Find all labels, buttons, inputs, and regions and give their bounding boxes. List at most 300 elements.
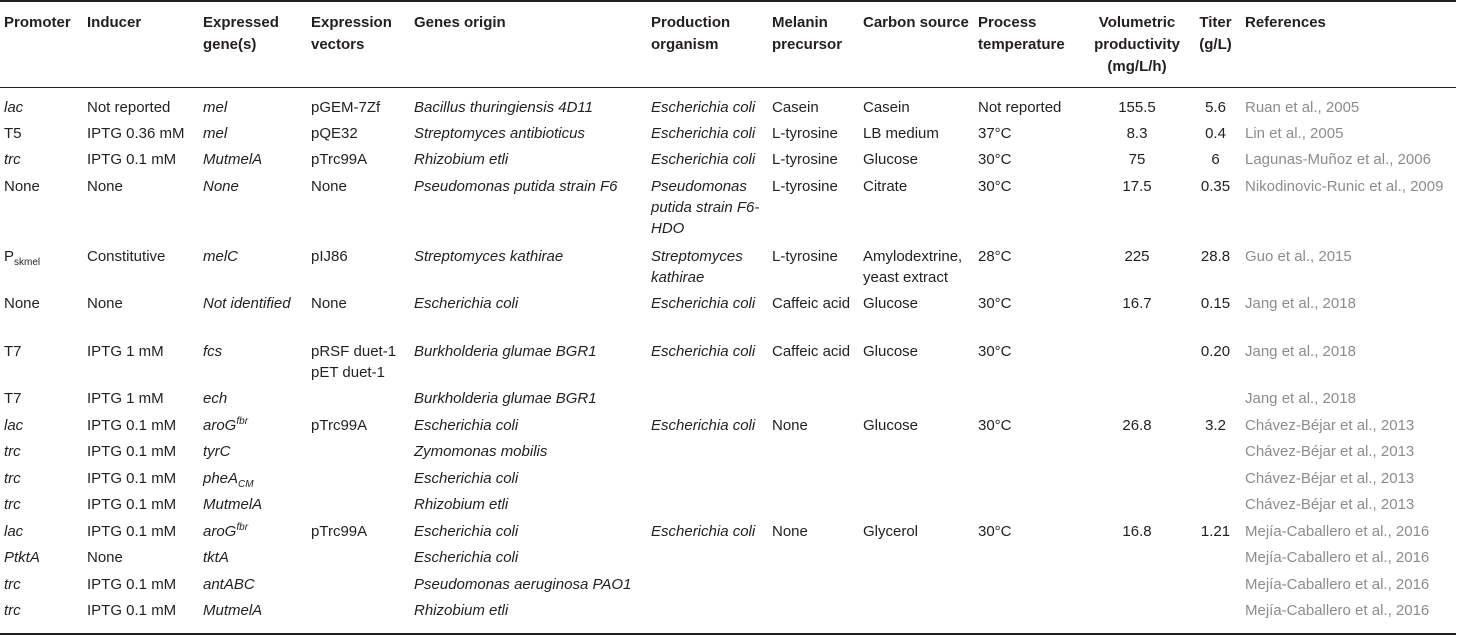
cell-production-organism (647, 547, 768, 574)
cell-genes-origin (410, 574, 647, 601)
cell-reference (1241, 87, 1456, 123)
cell-genes-origin (410, 415, 647, 442)
cell-expression-vector-text: None (311, 177, 347, 195)
cell-genes-origin (410, 521, 647, 548)
cell-melanin-precursor (768, 87, 859, 123)
cell-titer (1190, 293, 1241, 341)
cell-production-organism (647, 521, 768, 548)
cell-production-organism-text: Escherichia coli (651, 124, 756, 142)
cell-inducer-text: None (87, 295, 123, 312)
cell-titer (1190, 149, 1241, 176)
cell-production-organism-text: Streptomyces kathirae (651, 247, 743, 286)
cell-process-temperature-text: 28°C (978, 247, 1012, 265)
header-references: References (1241, 1, 1456, 87)
cell-promoter (0, 341, 83, 389)
cell-expressed-gene-text: mel (203, 124, 228, 142)
cell-inducer-text: IPTG 0.1 mM (87, 416, 177, 434)
header-volumetric-productivity: Volumetric productivity (mg/L/h) (1084, 1, 1190, 87)
cell-expressed-gene (199, 494, 307, 521)
cell-reference (1241, 415, 1456, 442)
cell-inducer-text: Not reported (87, 98, 171, 116)
table-header-row (0, 1, 1456, 87)
cell-expressed-gene-text: tktA (203, 549, 229, 566)
header-production-organism: Production organism (647, 1, 768, 87)
cell-reference (1241, 494, 1456, 521)
cell-reference (1241, 123, 1456, 150)
cell-volumetric-productivity-text: 8.3 (1126, 124, 1148, 142)
cell-carbon-source (859, 149, 974, 176)
cell-process-temperature (974, 246, 1084, 294)
cell-inducer (83, 415, 199, 442)
cell-process-temperature-text: 30°C (978, 522, 1012, 540)
cell-genes-origin-text: Escherichia coli (414, 295, 519, 312)
cell-genes-origin (410, 176, 647, 246)
cell-volumetric-productivity (1084, 149, 1190, 176)
cell-promoter (0, 600, 83, 634)
cell-production-organism (647, 123, 768, 150)
cell-reference-text: Jang et al., 2018 (1245, 390, 1356, 407)
cell-volumetric-productivity (1084, 388, 1190, 415)
cell-volumetric-productivity (1084, 521, 1190, 548)
cell-expressed-gene (199, 87, 307, 123)
cell-volumetric-productivity (1084, 293, 1190, 341)
cell-expressed-gene-text: MutmelA (203, 496, 263, 513)
cell-production-organism (647, 293, 768, 341)
cell-reference (1241, 388, 1456, 415)
cell-carbon-source-text: Glucose (863, 295, 919, 312)
cell-expression-vector (307, 388, 410, 415)
cell-expressed-gene (199, 415, 307, 442)
cell-reference (1241, 468, 1456, 495)
table-row (0, 388, 1456, 415)
cell-expression-vector (307, 494, 410, 521)
cell-production-organism (647, 149, 768, 176)
cell-inducer (83, 441, 199, 468)
cell-expression-vector (307, 176, 410, 246)
cell-volumetric-productivity-text: 155.5 (1118, 98, 1156, 116)
cell-expressed-gene-text: MutmelA (203, 602, 263, 619)
cell-titer (1190, 494, 1241, 521)
header-carbon-source: Carbon source (859, 1, 974, 87)
cell-inducer-text: IPTG 0.1 mM (87, 469, 177, 487)
table-row (0, 149, 1456, 176)
cell-titer (1190, 123, 1241, 150)
cell-promoter (0, 574, 83, 601)
cell-promoter-text: trc (4, 443, 21, 460)
cell-titer (1190, 468, 1241, 495)
cell-expressed-gene-text: MutmelA (203, 151, 263, 168)
cell-promoter-text: trc (4, 469, 21, 487)
cell-reference-text: Guo et al., 2015 (1245, 247, 1352, 265)
cell-titer (1190, 441, 1241, 468)
cell-carbon-source (859, 87, 974, 123)
cell-production-organism-text: Escherichia coli (651, 98, 756, 116)
cell-genes-origin-text: Bacillus thuringiensis 4D11 (414, 98, 593, 116)
cell-genes-origin (410, 123, 647, 150)
cell-expressed-gene-text: antABC (203, 575, 255, 593)
cell-production-organism (647, 341, 768, 389)
table-row (0, 547, 1456, 574)
cell-reference-text: Lin et al., 2005 (1245, 124, 1344, 142)
cell-expressed-gene (199, 441, 307, 468)
cell-titer (1190, 176, 1241, 246)
cell-process-temperature (974, 149, 1084, 176)
cell-inducer (83, 246, 199, 294)
cell-promoter-text: None (4, 177, 40, 195)
cell-promoter-text: lac (4, 416, 24, 434)
cell-process-temperature (974, 341, 1084, 389)
cell-expressed-gene (199, 176, 307, 246)
cell-melanin-precursor (768, 388, 859, 415)
cell-reference (1241, 521, 1456, 548)
cell-carbon-source (859, 441, 974, 468)
cell-titer (1190, 87, 1241, 123)
cell-expression-vector (307, 521, 410, 548)
cell-production-organism-text: Escherichia coli (651, 151, 756, 168)
cell-process-temperature-text: 37°C (978, 124, 1012, 142)
cell-carbon-source (859, 600, 974, 634)
cell-melanin-precursor-text: Caffeic acid (772, 342, 851, 360)
cell-process-temperature (974, 176, 1084, 246)
cell-reference-text: Mejía-Caballero et al., 2016 (1245, 549, 1430, 566)
cell-process-temperature-text: 30°C (978, 416, 1012, 434)
cell-genes-origin-text: Rhizobium etli (414, 602, 509, 619)
cell-volumetric-productivity (1084, 176, 1190, 246)
cell-genes-origin-text: Escherichia coli (414, 416, 519, 434)
cell-process-temperature (974, 521, 1084, 548)
cell-promoter-text: lac (4, 522, 24, 540)
cell-promoter-text: P (4, 247, 15, 265)
header-process-temperature: Process temperature (974, 1, 1084, 87)
cell-expression-vector (307, 149, 410, 176)
cell-production-organism (647, 87, 768, 123)
cell-melanin-precursor (768, 547, 859, 574)
cell-production-organism (647, 600, 768, 634)
cell-reference-text: Chávez-Béjar et al., 2013 (1245, 416, 1415, 434)
cell-titer-text: 0.15 (1200, 295, 1231, 312)
cell-titer-text: 6 (1211, 151, 1220, 168)
cell-genes-origin-text: Zymomonas mobilis (414, 443, 548, 460)
cell-carbon-source-text: Glycerol (863, 522, 919, 540)
cell-expression-vector (307, 441, 410, 468)
cell-volumetric-productivity (1084, 246, 1190, 294)
cell-expressed-gene (199, 468, 307, 495)
cell-genes-origin (410, 87, 647, 123)
cell-promoter (0, 468, 83, 495)
cell-titer-text: 1.21 (1200, 522, 1231, 540)
cell-expressed-gene (199, 574, 307, 601)
cell-inducer (83, 87, 199, 123)
cell-volumetric-productivity-text: 225 (1124, 247, 1150, 265)
cell-inducer-text: IPTG 0.1 mM (87, 496, 177, 513)
cell-volumetric-productivity-text: 16.8 (1122, 522, 1152, 540)
cell-production-organism (647, 388, 768, 415)
cell-inducer (83, 176, 199, 246)
cell-expression-vector (307, 547, 410, 574)
cell-carbon-source (859, 494, 974, 521)
cell-carbon-source (859, 547, 974, 574)
cell-expression-vector (307, 87, 410, 123)
cell-melanin-precursor (768, 468, 859, 495)
cell-reference-text: Jang et al., 2018 (1245, 295, 1356, 312)
header-titer: Titer (g/L) (1190, 1, 1241, 87)
cell-titer-text: 28.8 (1200, 247, 1231, 265)
cell-process-temperature (974, 388, 1084, 415)
cell-reference (1241, 246, 1456, 294)
cell-reference (1241, 149, 1456, 176)
table-row (0, 494, 1456, 521)
header-inducer: Inducer (83, 1, 199, 87)
cell-promoter (0, 176, 83, 246)
cell-melanin-precursor (768, 415, 859, 442)
cell-expressed-gene-text: ech (203, 390, 228, 407)
cell-expression-vector (307, 600, 410, 634)
cell-production-organism-text: Escherichia coli (651, 295, 756, 312)
header-melanin-precursor: Melanin precursor (768, 1, 859, 87)
cell-reference (1241, 176, 1456, 246)
cell-genes-origin (410, 468, 647, 495)
cell-reference-text: Ruan et al., 2005 (1245, 98, 1360, 116)
cell-process-temperature (974, 293, 1084, 341)
cell-production-organism (647, 494, 768, 521)
cell-carbon-source-text: Glucose (863, 151, 919, 168)
cell-expression-vector-text: pTrc99A (311, 416, 368, 434)
cell-expression-vector-text: pIJ86 (311, 247, 348, 265)
cell-reference-text: Jang et al., 2018 (1245, 342, 1356, 360)
cell-titer-text: 5.6 (1205, 98, 1226, 116)
cell-titer (1190, 600, 1241, 634)
cell-expression-vector-text: pGEM-7Zf (311, 98, 381, 116)
cell-genes-origin (410, 494, 647, 521)
cell-melanin-precursor (768, 341, 859, 389)
cell-melanin-precursor-text: L-tyrosine (772, 124, 838, 142)
cell-production-organism (647, 415, 768, 442)
cell-inducer (83, 123, 199, 150)
cell-promoter-text: T7 (4, 342, 22, 360)
cell-reference-text: Chávez-Béjar et al., 2013 (1245, 443, 1415, 460)
cell-titer (1190, 246, 1241, 294)
gene-superscript: fbr (236, 521, 249, 533)
cell-process-temperature-text: 30°C (978, 177, 1012, 195)
cell-expression-vector (307, 341, 410, 389)
cell-genes-origin-text: Escherichia coli (414, 522, 519, 540)
cell-reference-text: Nikodinovic-Runic et al., 2009 (1245, 177, 1444, 195)
cell-genes-origin (410, 149, 647, 176)
cell-titer (1190, 574, 1241, 601)
cell-titer (1190, 341, 1241, 389)
cell-volumetric-productivity (1084, 600, 1190, 634)
cell-reference (1241, 293, 1456, 341)
cell-volumetric-productivity (1084, 574, 1190, 601)
cell-genes-origin-text: Escherichia coli (414, 469, 519, 487)
cell-expression-vector-text: pTrc99A (311, 522, 368, 540)
cell-volumetric-productivity (1084, 547, 1190, 574)
cell-promoter (0, 388, 83, 415)
cell-expression-vector (307, 123, 410, 150)
table-row (0, 87, 1456, 123)
cell-expressed-gene-text: mel (203, 98, 228, 116)
cell-process-temperature (974, 547, 1084, 574)
cell-volumetric-productivity (1084, 468, 1190, 495)
cell-production-organism-text: Escherichia coli (651, 416, 756, 434)
cell-genes-origin-text: Pseudomonas putida strain F6 (414, 177, 618, 195)
cell-expressed-gene (199, 293, 307, 341)
cell-production-organism (647, 574, 768, 601)
cell-promoter (0, 521, 83, 548)
cell-melanin-precursor (768, 293, 859, 341)
cell-expressed-gene (199, 123, 307, 150)
cell-expressed-gene-text: tyrC (203, 443, 231, 460)
cell-promoter-text: trc (4, 602, 21, 619)
cell-melanin-precursor (768, 441, 859, 468)
cell-process-temperature (974, 415, 1084, 442)
table-row (0, 415, 1456, 442)
cell-expressed-gene (199, 388, 307, 415)
cell-inducer-text: IPTG 0.1 mM (87, 443, 177, 460)
cell-expressed-gene-text: pheA (203, 469, 239, 487)
cell-melanin-precursor (768, 521, 859, 548)
cell-genes-origin-text: Rhizobium etli (414, 151, 509, 168)
cell-expression-vector (307, 468, 410, 495)
gene-subscript: CM (238, 478, 254, 490)
cell-process-temperature (974, 123, 1084, 150)
cell-inducer (83, 521, 199, 548)
cell-expression-vector-text: pRSF duet-1 pET duet-1 (311, 342, 397, 381)
cell-process-temperature-text: 30°C (978, 151, 1012, 168)
cell-titer (1190, 547, 1241, 574)
table-row (0, 293, 1456, 341)
cell-volumetric-productivity (1084, 415, 1190, 442)
cell-melanin-precursor (768, 600, 859, 634)
cell-expressed-gene-text: fcs (203, 342, 223, 360)
cell-process-temperature (974, 87, 1084, 123)
cell-melanin-precursor-text: None (772, 522, 808, 540)
cell-promoter-text: T5 (4, 124, 22, 142)
cell-volumetric-productivity (1084, 87, 1190, 123)
cell-carbon-source-text: LB medium (863, 124, 939, 142)
cell-expressed-gene-text: melC (203, 247, 239, 265)
cell-expressed-gene (199, 547, 307, 574)
cell-reference-text: Mejía-Caballero et al., 2016 (1245, 575, 1430, 593)
table-row (0, 341, 1456, 389)
cell-carbon-source (859, 246, 974, 294)
cell-genes-origin (410, 388, 647, 415)
cell-production-organism-text: Pseudomonas putida strain F6-HDO (651, 177, 760, 237)
cell-inducer-text: IPTG 1 mM (87, 390, 164, 407)
cell-promoter (0, 494, 83, 521)
cell-melanin-precursor-text: Casein (772, 98, 819, 116)
cell-inducer (83, 600, 199, 634)
table-row (0, 176, 1456, 246)
cell-genes-origin-text: Streptomyces kathirae (414, 247, 564, 265)
cell-melanin-precursor-text: Caffeic acid (772, 295, 851, 312)
cell-melanin-precursor (768, 149, 859, 176)
table-body (0, 87, 1456, 634)
cell-expressed-gene (199, 521, 307, 548)
cell-reference (1241, 441, 1456, 468)
cell-promoter (0, 441, 83, 468)
cell-promoter-text: trc (4, 575, 21, 593)
cell-inducer (83, 494, 199, 521)
cell-inducer-text: None (87, 177, 123, 195)
cell-genes-origin-text: Streptomyces antibioticus (414, 124, 585, 142)
cell-expressed-gene (199, 600, 307, 634)
cell-reference-text: Chávez-Béjar et al., 2013 (1245, 469, 1415, 487)
cell-carbon-source-text: Casein (863, 98, 910, 116)
cell-expression-vector (307, 415, 410, 442)
cell-promoter (0, 547, 83, 574)
cell-melanin-precursor (768, 123, 859, 150)
cell-volumetric-productivity-text: 17.5 (1122, 177, 1152, 195)
cell-titer (1190, 521, 1241, 548)
cell-reference (1241, 341, 1456, 389)
cell-melanin-precursor (768, 494, 859, 521)
cell-reference-text: Mejía-Caballero et al., 2016 (1245, 522, 1430, 540)
cell-promoter (0, 123, 83, 150)
header-genes-origin: Genes origin (410, 1, 647, 87)
cell-genes-origin (410, 600, 647, 634)
cell-inducer-text: Constitutive (87, 247, 166, 265)
cell-genes-origin-text: Escherichia coli (414, 549, 519, 566)
cell-production-organism-text: Escherichia coli (651, 342, 756, 360)
cell-melanin-precursor-text: None (772, 416, 808, 434)
cell-reference-text: Chávez-Béjar et al., 2013 (1245, 496, 1415, 513)
cell-inducer-text: IPTG 0.36 mM (87, 124, 185, 142)
cell-genes-origin-text: Pseudomonas aeruginosa PAO1 (414, 575, 632, 593)
cell-inducer-text: IPTG 0.1 mM (87, 575, 177, 593)
table-row (0, 246, 1456, 294)
table-row (0, 123, 1456, 150)
cell-titer-text: 0.4 (1205, 124, 1226, 142)
table-row (0, 600, 1456, 634)
cell-inducer-text: IPTG 1 mM (87, 342, 164, 360)
cell-expression-vector-text: None (311, 295, 347, 312)
cell-process-temperature (974, 468, 1084, 495)
cell-volumetric-productivity-text: 26.8 (1122, 416, 1152, 434)
cell-carbon-source (859, 341, 974, 389)
cell-production-organism (647, 441, 768, 468)
cell-process-temperature (974, 494, 1084, 521)
cell-promoter-text: trc (4, 496, 21, 513)
cell-carbon-source (859, 388, 974, 415)
cell-titer-text: 3.2 (1205, 416, 1226, 434)
cell-inducer-text: None (87, 549, 123, 566)
cell-carbon-source-text: Glucose (863, 416, 919, 434)
cell-promoter (0, 149, 83, 176)
cell-carbon-source (859, 521, 974, 548)
cell-volumetric-productivity (1084, 341, 1190, 389)
cell-promoter (0, 293, 83, 341)
cell-genes-origin (410, 547, 647, 574)
cell-volumetric-productivity-text: 75 (1128, 151, 1146, 168)
cell-carbon-source (859, 293, 974, 341)
cell-carbon-source (859, 123, 974, 150)
cell-promoter (0, 415, 83, 442)
promoter-subscript: skmel (14, 256, 41, 268)
cell-carbon-source (859, 468, 974, 495)
cell-inducer (83, 149, 199, 176)
cell-reference (1241, 574, 1456, 601)
header-promoter: Promoter (0, 1, 83, 87)
cell-volumetric-productivity (1084, 123, 1190, 150)
cell-process-temperature (974, 600, 1084, 634)
cell-inducer-text: IPTG 0.1 mM (87, 602, 177, 619)
cell-titer (1190, 415, 1241, 442)
cell-process-temperature-text: 30°C (978, 342, 1012, 360)
cell-carbon-source (859, 415, 974, 442)
cell-reference-text: Mejía-Caballero et al., 2016 (1245, 602, 1430, 619)
cell-promoter-text: trc (4, 151, 21, 168)
